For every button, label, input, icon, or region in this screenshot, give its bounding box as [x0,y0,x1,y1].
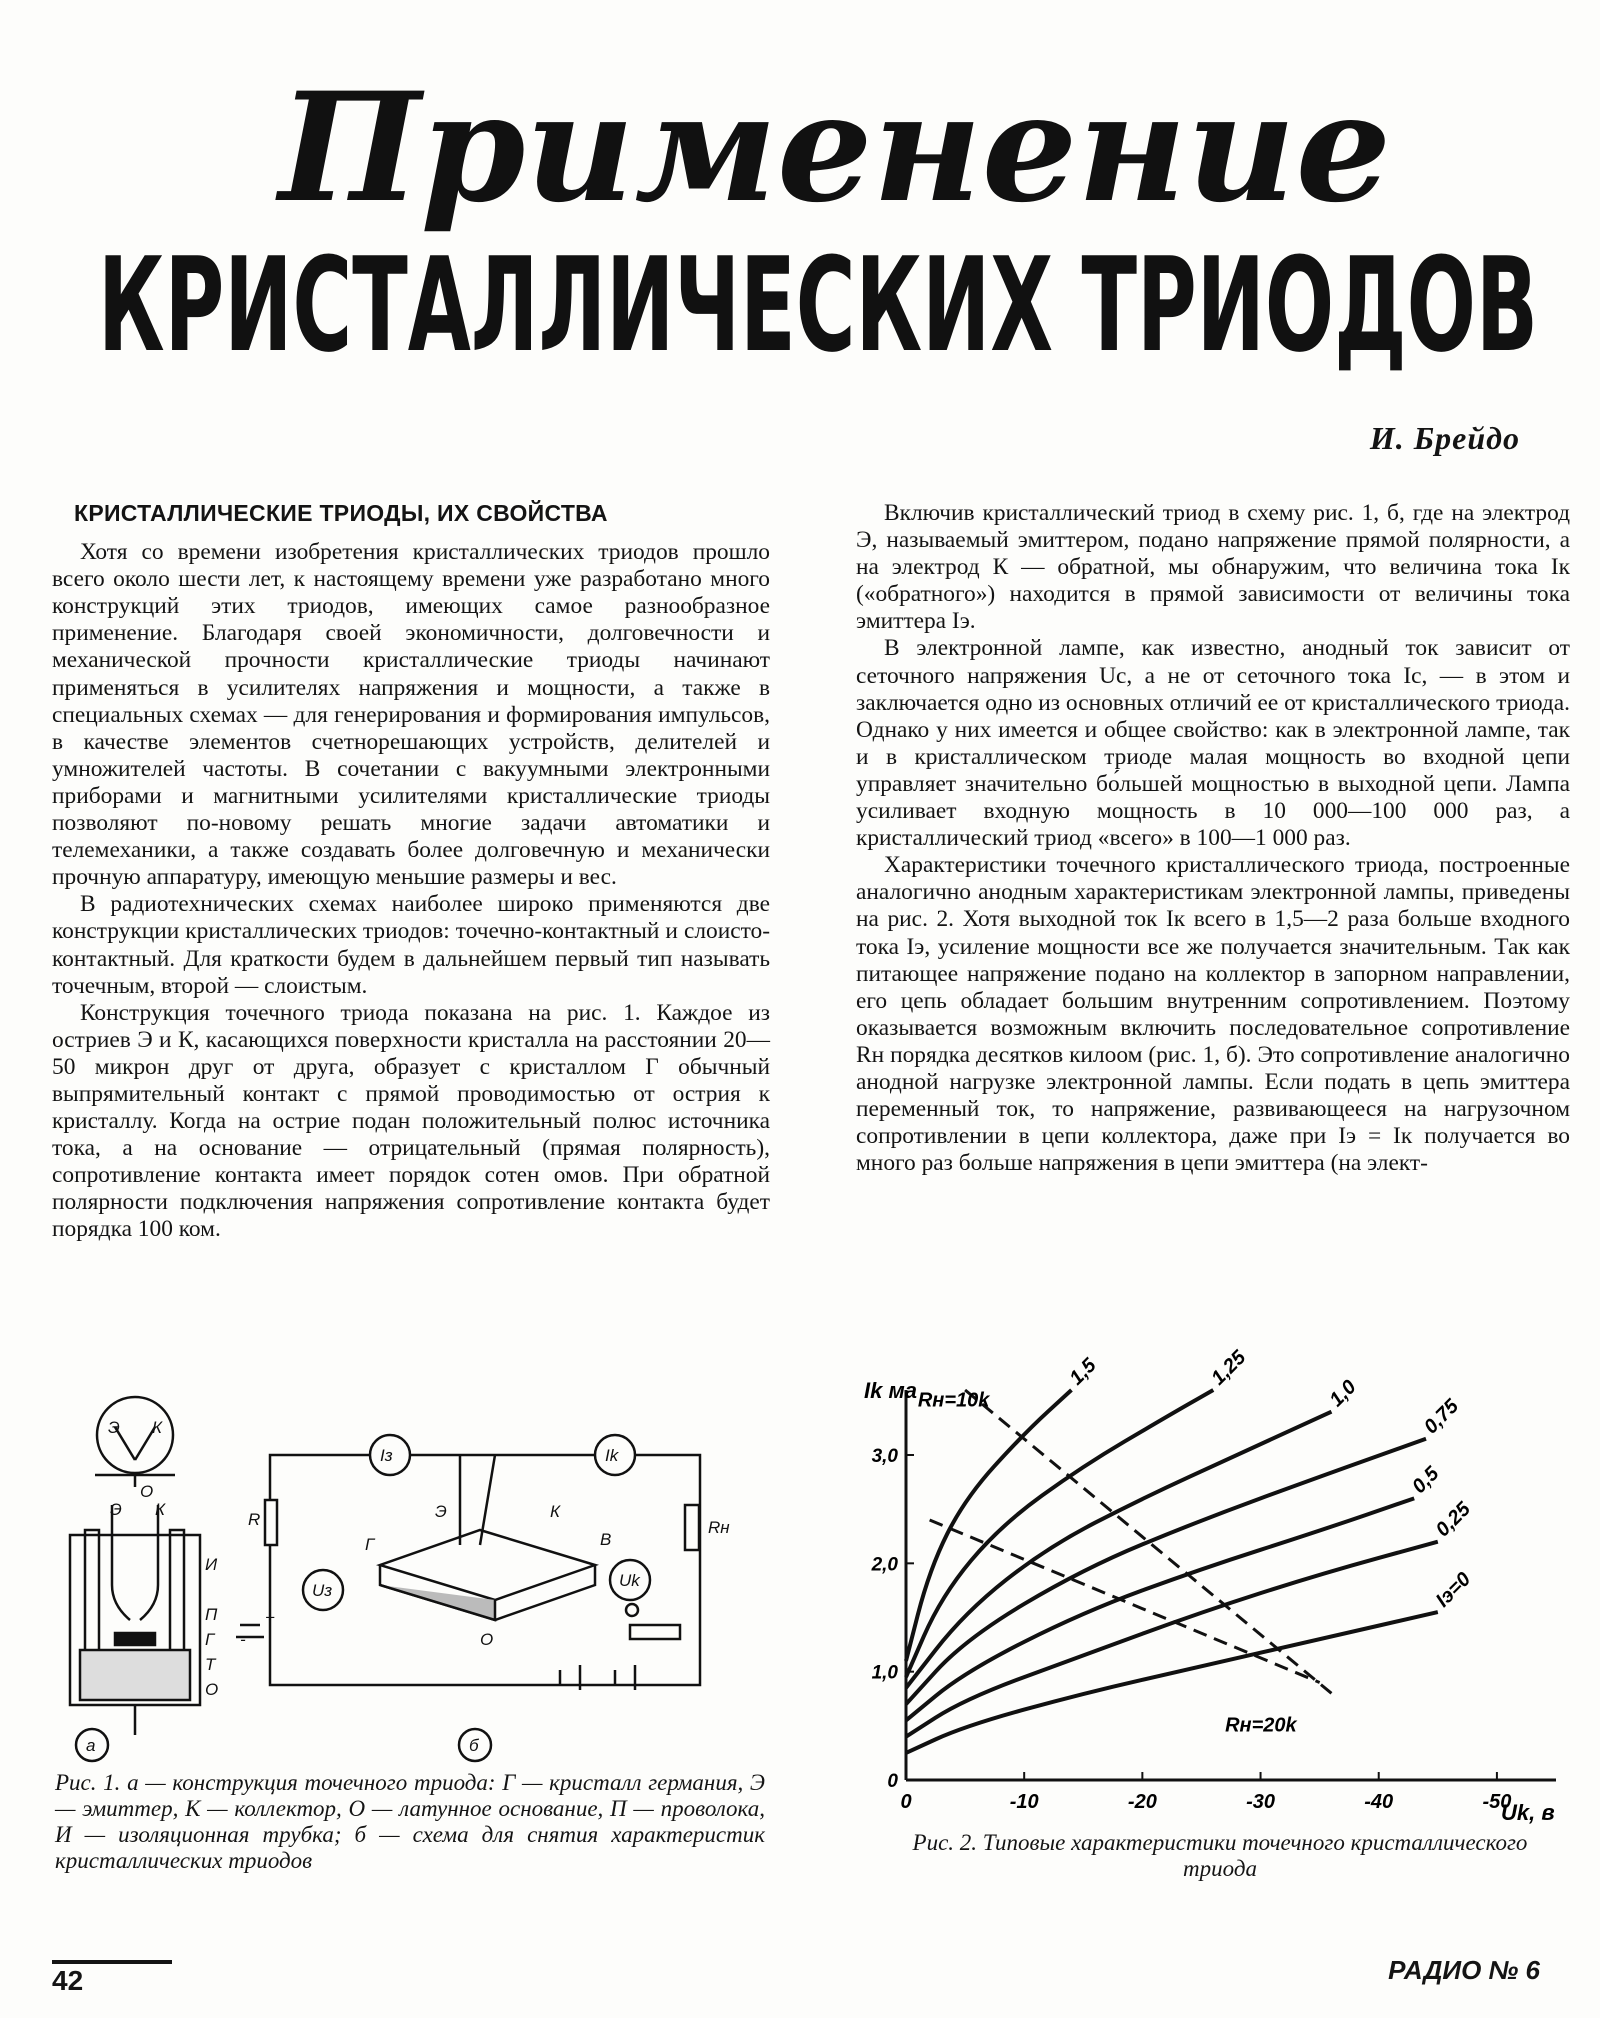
chart-series-label-1: 1,25 [1207,1346,1251,1390]
paragraph: Конструкция точечного триода показана на рис. 1. Каждое из остриев Э и К, касающихся поверхности кристалла на расстоянии 20—50 микрон друг от друга, образует с кристаллом Г обычный выпрямительный контакт с прямой проводимостью от острия к кристаллу. Когда на острие подан положительный полюс источника тока, а на основание — отрицательный (прямая полярность), сопротивление контакта имеет порядок сотен омов. При обратной полярности подключения напряжения сопротивление контакта будет порядка 100 ком. [52,999,770,1243]
title-main-text: КРИСТАЛЛИЧЕСКИХ ТРИОДОВ [98,229,1538,381]
chart-x-tick-label: -30 [1246,1791,1275,1813]
chart-series-label-0: 1,5 [1065,1354,1101,1390]
chart-x-tick-label: 0 [900,1791,912,1813]
label-uk: Uk [619,1571,640,1590]
paragraph: Включив кристаллический триод в схему рис. 1, б, где на электрод Э, называемый эмиттером, подано напряжение прямой полярности, а на электрод К — обратной, мы обнаружим, что величина тока Iк («обратного») находится в прямой зависимости от величины тока эмиттера Iэ. [856,500,1570,635]
label-minus: - [240,1630,246,1649]
label-k-b: К [550,1502,561,1521]
label-o-b: О [480,1630,494,1649]
figure-2-chart [856,1346,1580,1825]
chart-x-tick-label: -50 [1482,1791,1512,1813]
resistor-r [265,1500,277,1545]
chart-x-tick-label: -10 [1009,1791,1039,1813]
chart-ylabel: Ik ма [864,1378,917,1403]
chart-load-label-0: Rн=10k [917,1389,990,1412]
author: И. Брейдо [1369,420,1520,456]
title-script-text: Применение [278,60,1392,236]
chart-y-tick-label: 3,0 [871,1446,898,1467]
label-e: Э [110,1500,122,1519]
figure-1-caption: Рис. 1. а — конструкция точечного триода: Г — кристалл германия, Э — эмиттер, К — коллектор, О — латунное основание, П — проволока, И — изоляционная трубка; б — схема для снятия характеристик кристаллических триодов [55,1770,765,1873]
label-e-b: Э [435,1502,447,1521]
chart-series-label-5: 0,25 [1431,1498,1475,1542]
label-o-symbol: О [140,1482,154,1501]
label-e-symbol: Э [108,1418,120,1437]
paragraph: Характеристики точечного кристаллического триода, построенные аналогично анодным характеристикам электронной лампы, приведены на рис. 2. Хотя выходной ток Iк всего в 1,5—2 раза больше входного тока Iэ, усиление мощности все же получается значительным. Так как питающее напряжение подано на коллектор в запорном направлении, его цепь обладает большим внутренним сопротивлением. Поэтому оказывается возможным включить последовательное сопротивление Rн порядка десятков килоом (рис. 1, б). Это сопротивление аналогично анодной нагрузке электронной лампы. Если подать в цепь эмиттера переменный ток, то напряжение, развивающееся на нагрузочном сопротивлении в цепи коллектора, даже при Iэ = Iк получается во много раз больше напряжения в цепи эмиттера (на элект- [856,852,1570,1177]
label-b: б [469,1736,479,1755]
label-r: R [248,1510,261,1529]
label-i: И [205,1555,218,1574]
chart-x-tick-label: -40 [1364,1791,1394,1813]
chart-series-line-2 [906,1412,1331,1688]
label-g-b: Г [365,1535,375,1554]
paragraph: В радиотехнических схемах наиболее широко применяются две конструкции кристаллических триодов: точечно-контактный и слоисто-контактный. Для краткости будем в дальнейшем первый тип называть точечным, второй — слоистым. [52,891,770,999]
chart-load-line-1 [930,1520,1320,1683]
right-column [856,500,1570,1177]
page-number: 42 [52,1965,84,1996]
chart-series-line-5 [906,1542,1438,1737]
paragraph: В электронной лампе, как известно, анодный ток зависит от сеточного напряжения Uc, а не от сеточного тока Ic, — в этом и заключается одно из основных отличий ее от кристаллического триода. Однако у них имеется и общее свойство: как в электронной лампе, так и в кристаллическом триоде малая мощность во входной цепи управляет значительно бо́льшей мощностью в выходной цепи. Лампа усиливает входную мощность в 10 000—100 000 раз, а кристаллический триод «всего» в 100—1 000 раз. [856,635,1570,852]
label-g: Г [205,1630,215,1649]
section-heading: КРИСТАЛЛИЧЕСКИЕ ТРИОДЫ, ИХ СВОЙСТВА [74,500,608,526]
figure-1 [40,1405,770,1765]
chart-series-line-4 [906,1498,1414,1720]
label-plus: + [265,1608,275,1627]
chart-series-label-6: Iэ=0 [1431,1568,1476,1612]
label-o: О [205,1680,219,1699]
chart-y-tick-label: 2,0 [871,1554,898,1576]
magazine-name: РАДИО № 6 [1388,1955,1540,1985]
left-column [52,500,770,1244]
chart-y-tick-label: 0 [887,1771,898,1792]
figure-2-caption: Рис. 2. Типовые характеристики точечного кристаллического триода [912,1830,1528,1881]
chart-series-label-3: 0,75 [1419,1395,1464,1439]
chart-y-tick-label: 1,0 [871,1662,898,1684]
page-rule [52,1960,172,1964]
chart-x-tick-label: -20 [1127,1791,1157,1813]
label-iz: Iз [380,1446,393,1465]
label-b-b: В [600,1530,612,1549]
title-script [278,40,1392,240]
label-t: Т [205,1655,216,1674]
chart-series-label-2: 1,0 [1325,1375,1361,1412]
resistor-rn [685,1505,699,1550]
label-p: П [205,1605,218,1624]
label-k-symbol: К [152,1418,163,1437]
chart-xlabel: Uk, в [1501,1800,1555,1825]
label-a: а [86,1736,96,1755]
chart-series-label-4: 0,5 [1408,1462,1444,1498]
label-ik: Ik [605,1446,619,1465]
chart-load-label-1: Rн=20k [1225,1714,1297,1737]
label-k: К [155,1500,166,1519]
label-uz: Uз [312,1581,333,1600]
chart-series-line-6 [906,1612,1438,1753]
title-main [88,225,1548,381]
paragraph: Хотя со времени изобретения кристаллических триодов прошло всего около шести лет, к настоящему времени уже разработано много конструкций этих триодов, имеющих самое разнообразное применение. Благодаря своей экономичности, долговечности и механической прочности кристаллические триоды начинают применяться в усилителях напряжения и мощности, а также в специальных схемах — для генерирования и формирования импульсов, в качестве элементов счетнорешающих устройств, делителей и умножителей частоты. В сочетании с вакуумными электронными приборами и магнитными усилителями кристаллические триоды позволяют по-новому решать многие задачи автоматики и телемеханики, а также создавать более долговечную и механически прочную аппаратуру, имеющую меньшие размеры и вес. [52,539,770,891]
label-rn: Rн [708,1518,730,1537]
